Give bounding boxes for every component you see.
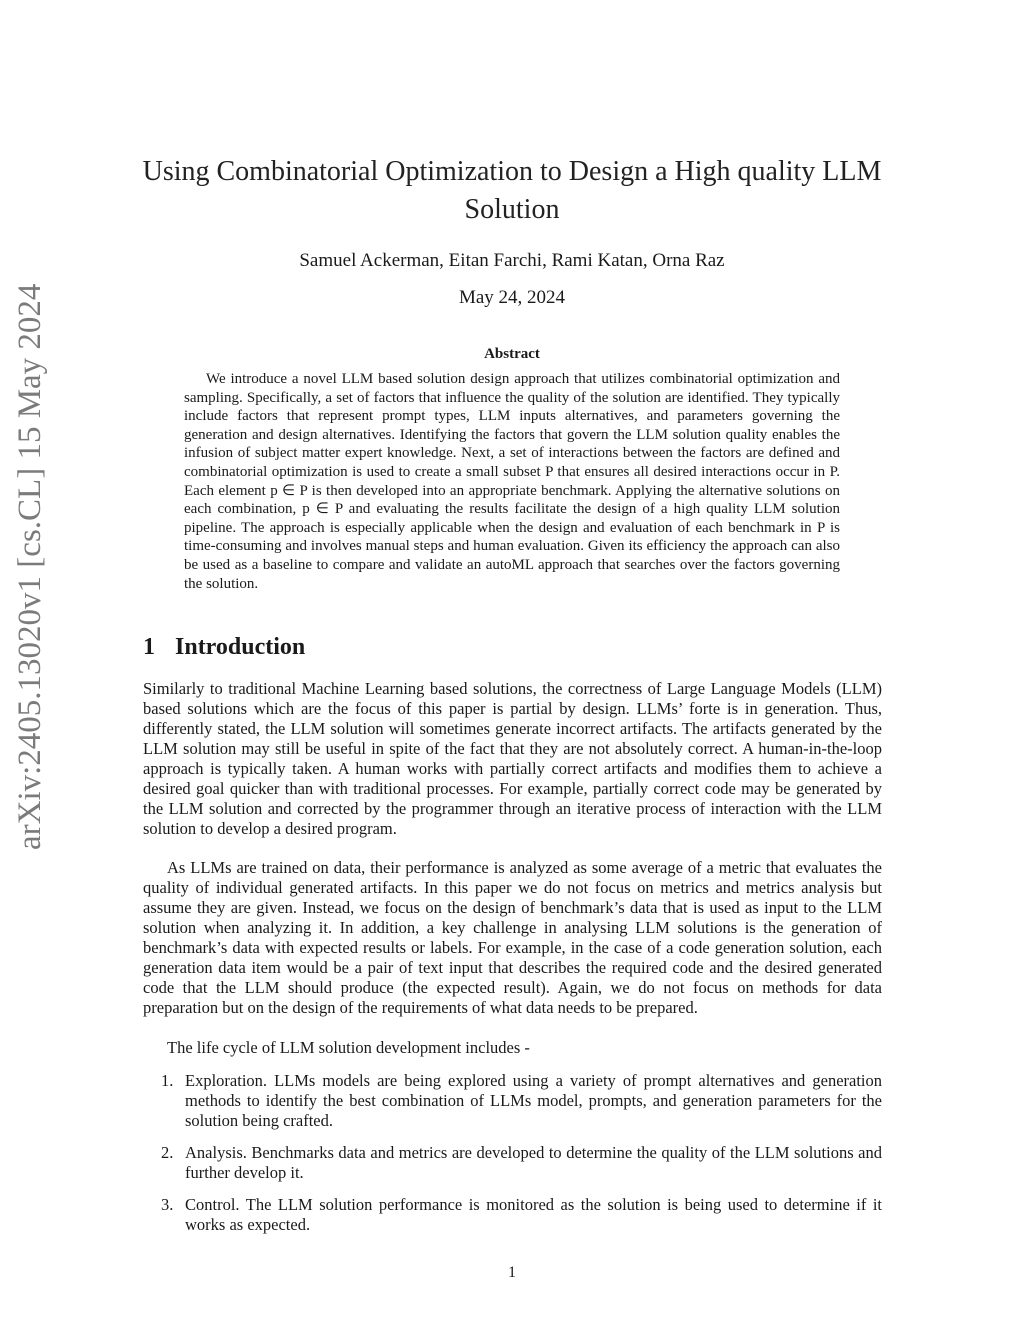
list-item (143, 1195, 882, 1235)
abstract-heading: Abstract (484, 346, 540, 362)
section-number: 1 (143, 634, 155, 660)
intro-paragraph-3: The life cycle of LLM solution development includes - (167, 1038, 530, 1057)
paper-title: Using Combinatorial Optimization to Design a High quality LLM Solution (142, 156, 882, 225)
list-marker: 2. (161, 1143, 174, 1162)
arxiv-side-stamp: arXiv:2405.13020v1 [cs.CL] 15 May 2024 (12, 283, 48, 850)
list-item (143, 1143, 882, 1183)
lifecycle-list (143, 1071, 882, 1247)
list-marker: 3. (161, 1195, 174, 1214)
section-heading (143, 634, 305, 661)
intro-paragraph-2: As LLMs are trained on data, their performance is analyzed as some average of a metric that evaluates the quality of individual generated artifacts. In this paper we do not focus on metrics and metrics analysis but assume they are given. Instead, we focus on the design of benchmark’s data that is used as input to the LLM solution when analyzing it. In addition, a key challenge in analysing LLM solutions is the generation of benchmark’s data with expected results or labels. For example, in the case of a code generation solution, each generation data item would be a pair of text input that describes the required code and the desired generated code that the LLM should produce (the expected result). Again, we do not focus on methods for data preparation but on the design of the requirements of what data needs to be prepared. (143, 858, 882, 1017)
page-number: 1 (508, 1264, 516, 1281)
paper-date: May 24, 2024 (458, 287, 566, 308)
list-item-text: Control. The LLM solution performance is monitored as the solution is being used to determine if it works as expected. (185, 1195, 882, 1234)
list-item-text: Exploration. LLMs models are being explored using a variety of prompt alternatives and generation methods to identify the best combination of LLMs model, prompts, and generation parameters for the solution being crafted. (185, 1071, 882, 1130)
list-item (143, 1071, 882, 1131)
abstract-text: We introduce a novel LLM based solution design approach that utilizes combinatorial optimization and sampling. Specifically, a set of factors that influence the quality of the solution are identified. They typically include factors that represent prompt types, LLM inputs alternatives, and parameters governing the generation and design alternatives. Identifying the factors that govern the LLM solution quality enables the infusion of subject matter expert knowledge. Next, a set of interactions between the factors are defined and combinatorial optimization is used to create a small subset P that ensures all desired interactions occur in P. Each element p ∈ P is then developed into an appropriate benchmark. Applying the alternative solutions on each combination, p ∈ P and evaluating the results facilitate the design of a high quality LLM solution pipeline. The approach is especially applicable when the design and evaluation of each benchmark in P is time-consuming and involves manual steps and human evaluation. Given its efficiency the approach can also be used as a baseline to compare and validate an autoML approach that searches over the factors governing the solution. (184, 371, 840, 592)
author-list: Samuel Ackerman, Eitan Farchi, Rami Katan, Orna Raz (299, 250, 725, 271)
list-marker: 1. (161, 1071, 174, 1090)
section-title: Introduction (175, 634, 306, 660)
intro-paragraph-1: Similarly to traditional Machine Learning based solutions, the correctness of Large Language Models (LLM) based solutions which are the focus of this paper is partial by design. LLMs’ forte is in generation. Thus, differently stated, the LLM solution will sometimes generate incorrect artifacts. The artifacts generated by the LLM solution may still be useful in spite of the fact that they are not absolutely correct. A human-in-the-loop approach is typically taken. A human works with partially correct artifacts and modifies them to achieve a desired goal quicker than with traditional processes. For example, partially correct code may be generated by the LLM solution and corrected by the programmer through an iterative process of interaction with the LLM solution to develop a desired program. (143, 679, 882, 838)
list-item-text: Analysis. Benchmarks data and metrics are developed to determine the quality of the LLM solutions and further develop it. (185, 1143, 882, 1182)
